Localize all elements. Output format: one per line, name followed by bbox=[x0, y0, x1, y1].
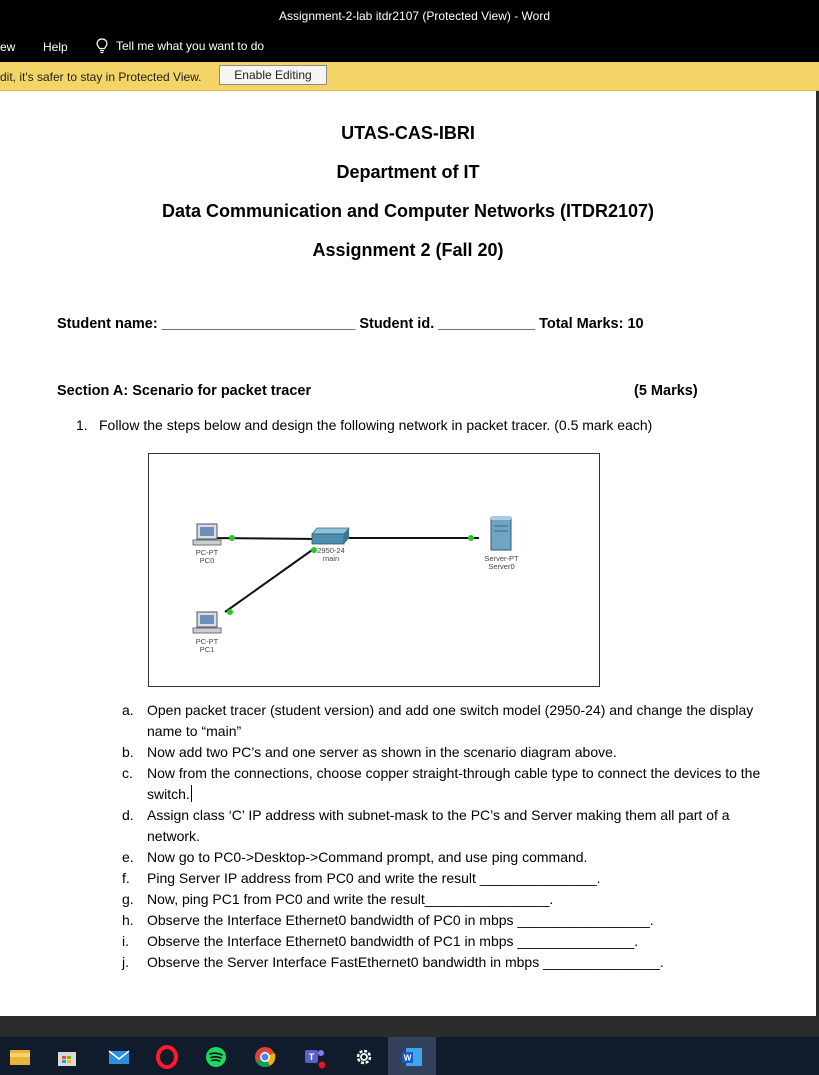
institution-heading: UTAS-CAS-IBRI bbox=[341, 123, 475, 143]
text-cursor bbox=[191, 785, 192, 802]
pc1-name: PC1 bbox=[199, 645, 215, 654]
pc1-icon bbox=[193, 612, 221, 633]
list-item-letter: j. bbox=[122, 954, 129, 970]
list-item-text: Open packet tracer (student version) and add one switch model (2950-24) and change the display name to “main” bbox=[147, 702, 754, 739]
list-item bbox=[122, 889, 772, 910]
switch-model: 2950-24 bbox=[317, 546, 345, 555]
list-item bbox=[122, 868, 772, 889]
settings-icon[interactable] bbox=[352, 1045, 376, 1069]
protected-view-bar bbox=[0, 62, 819, 91]
student-id-label: Student id. bbox=[359, 316, 435, 332]
assignment-heading: Assignment 2 (Fall 20) bbox=[312, 240, 504, 260]
document-page[interactable] bbox=[0, 91, 816, 1016]
list-item-text: Observe the Interface Ethernet0 bandwidth of PC0 in mbps _________________. bbox=[147, 912, 654, 928]
tell-me-label: Tell me what you want to do bbox=[116, 39, 265, 53]
list-item-text: Assign class ‘C’ IP address with subnet-mask to the PC’s and Server making them all part of a network. bbox=[147, 807, 730, 844]
protected-view-message: dit, it's safer to stay in Protected View. bbox=[0, 70, 202, 84]
mail-icon[interactable] bbox=[107, 1045, 131, 1069]
list-item-text: Now from the connections, choose copper straight-through cable type to connect the devices to the switch. bbox=[147, 765, 761, 802]
server-icon bbox=[491, 516, 511, 550]
window-title: Assignment-2-lab itdr2107 (Protected View) - Word bbox=[278, 9, 550, 23]
pc1-label bbox=[187, 638, 227, 654]
list-item-text: Ping Server IP address from PC0 and write the result _______________. bbox=[147, 870, 601, 886]
steps-list bbox=[122, 700, 772, 973]
list-item-letter: g. bbox=[122, 891, 134, 907]
svg-text:T: T bbox=[308, 1052, 315, 1062]
question-1-number: 1. bbox=[76, 417, 88, 433]
network-diagram bbox=[148, 453, 600, 687]
department-heading: Department of IT bbox=[336, 162, 480, 182]
switch-label bbox=[311, 547, 351, 563]
link-light bbox=[227, 609, 233, 615]
student-name-label: Student name: bbox=[57, 316, 158, 332]
word-taskbar-active[interactable] bbox=[388, 1037, 436, 1075]
list-item-letter: f. bbox=[122, 870, 130, 886]
list-item-letter: b. bbox=[122, 744, 134, 760]
tab-help[interactable]: Help bbox=[43, 40, 68, 54]
list-item bbox=[122, 763, 772, 805]
link-switch-pc1 bbox=[225, 548, 315, 612]
course-heading: Data Communication and Computer Networks (ITDR2107) bbox=[161, 201, 655, 221]
list-item-letter: i. bbox=[122, 933, 129, 949]
list-item bbox=[122, 805, 772, 847]
list-item-text: Now add two PC’s and one server as shown in the scenario diagram above. bbox=[147, 744, 617, 760]
file-explorer-icon[interactable] bbox=[8, 1045, 32, 1069]
opera-icon[interactable] bbox=[155, 1045, 179, 1069]
word-icon[interactable] bbox=[400, 1045, 424, 1069]
list-item bbox=[122, 910, 772, 931]
link-light bbox=[229, 535, 235, 541]
list-item bbox=[122, 700, 772, 742]
section-a-title: Section A: Scenario for packet tracer bbox=[57, 383, 312, 399]
spotify-icon[interactable] bbox=[204, 1045, 228, 1069]
switch-name: main bbox=[322, 554, 340, 563]
ribbon-tabs bbox=[0, 32, 819, 62]
list-item-text: Now, ping PC1 from PC0 and write the result________________. bbox=[147, 891, 554, 907]
svg-text:W: W bbox=[403, 1053, 412, 1063]
lightbulb-icon bbox=[96, 38, 108, 54]
section-a-marks: (5 Marks) bbox=[634, 383, 698, 399]
title-bar bbox=[0, 0, 819, 32]
link-light bbox=[468, 535, 474, 541]
student-info-line bbox=[57, 316, 644, 332]
list-item bbox=[122, 931, 772, 952]
pc0-icon bbox=[193, 524, 221, 545]
server-label bbox=[479, 555, 524, 571]
student-name-blank: ________________________ bbox=[161, 316, 356, 332]
pc0-name: PC0 bbox=[199, 556, 215, 565]
teams-icon[interactable] bbox=[302, 1045, 326, 1069]
tab-view[interactable]: ew bbox=[0, 40, 16, 54]
list-item-letter: d. bbox=[122, 807, 134, 823]
question-1 bbox=[76, 417, 652, 433]
question-1-text: Follow the steps below and design the following network in packet tracer. (0.5 mark each) bbox=[99, 417, 653, 433]
pc0-label bbox=[187, 549, 227, 565]
chrome-icon[interactable] bbox=[253, 1045, 277, 1069]
list-item-letter: a. bbox=[122, 702, 134, 718]
pc0-type: PC-PT bbox=[195, 548, 219, 557]
list-item bbox=[122, 742, 772, 763]
switch-icon bbox=[312, 528, 349, 544]
list-item-text: Observe the Interface Ethernet0 bandwidth of PC1 in mbps _______________. bbox=[147, 933, 639, 949]
list-item-letter: e. bbox=[122, 849, 134, 865]
link-pc0-switch bbox=[209, 538, 319, 539]
list-item-text: Now go to PC0->Desktop->Command prompt, and use ping command. bbox=[147, 849, 588, 865]
list-item bbox=[122, 847, 772, 868]
server-name: Server0 bbox=[488, 562, 515, 571]
store-icon[interactable] bbox=[55, 1045, 79, 1069]
pc1-type: PC-PT bbox=[195, 637, 219, 646]
list-item-text: Observe the Server Interface FastEthernet0 bandwidth in mbps _______________. bbox=[147, 954, 664, 970]
server-type: Server-PT bbox=[484, 554, 519, 563]
tell-me-search[interactable] bbox=[96, 38, 264, 54]
list-item bbox=[122, 952, 772, 973]
list-item-letter: h. bbox=[122, 912, 134, 928]
taskbar bbox=[0, 1037, 819, 1075]
student-id-blank: ____________ bbox=[438, 316, 536, 332]
list-item-letter: c. bbox=[122, 765, 133, 781]
total-marks: Total Marks: 10 bbox=[539, 316, 644, 332]
enable-editing-button[interactable]: Enable Editing bbox=[219, 65, 327, 85]
